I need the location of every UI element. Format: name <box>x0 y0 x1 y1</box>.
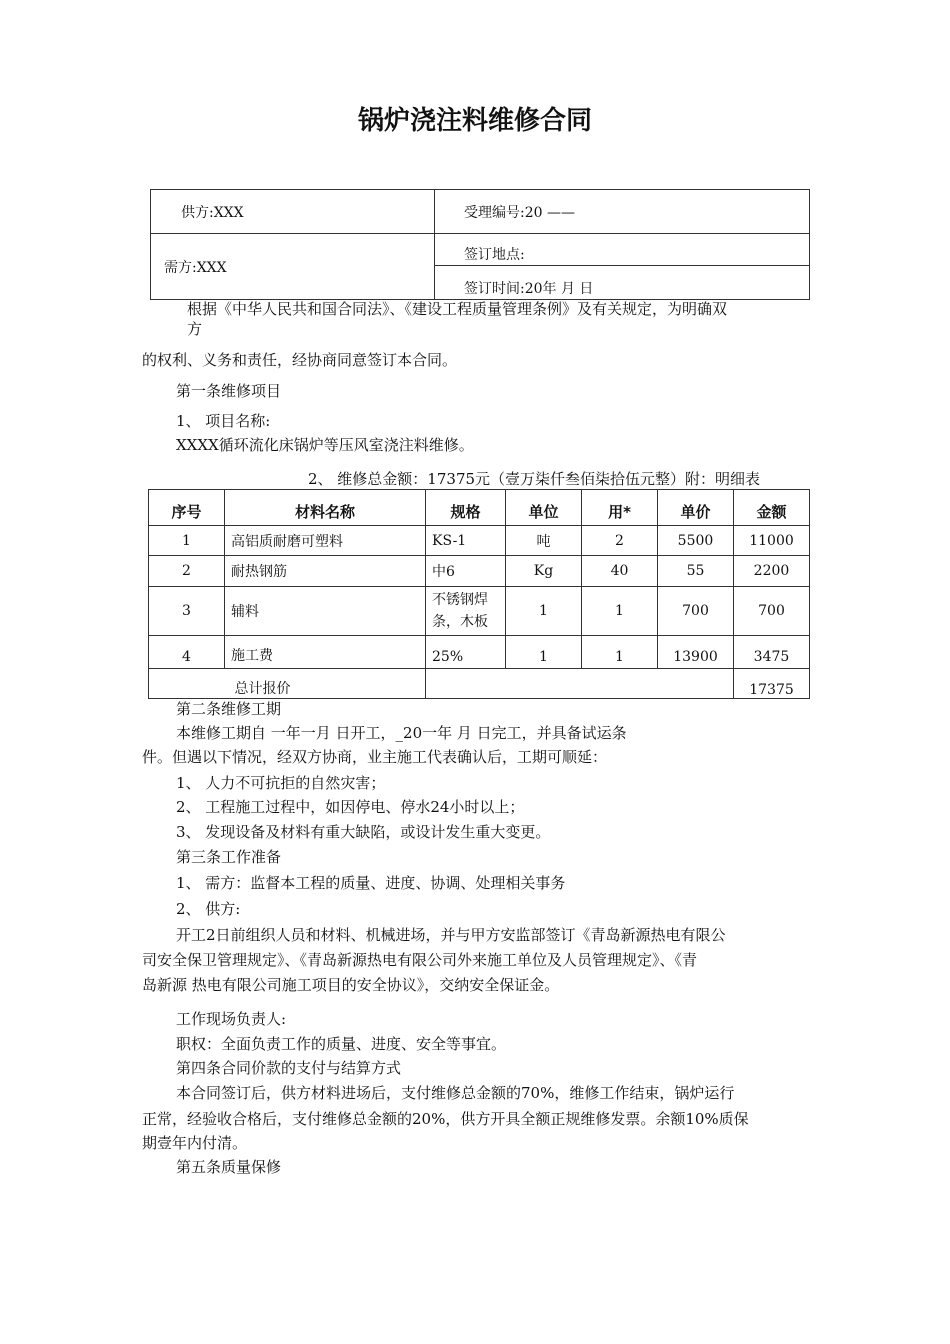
sign-place-field: 签订地点: <box>464 247 525 263</box>
cell-unit: Kg <box>506 556 582 587</box>
cell-amount: 700 <box>734 587 810 636</box>
header-spec: 规格 <box>426 490 506 526</box>
supplier-field: 供方:XXX <box>181 205 244 221</box>
project-name-value: XXXX循环流化床锅炉等压风室浇注料维修。 <box>176 436 474 454</box>
cell-price: 700 <box>658 587 734 636</box>
article-4-line-1: 本合同签订后，供方材料进场后，支付维修总金额的70%，维修工作结束，锅炉运行 <box>176 1084 735 1102</box>
intro-line-1b: 方 <box>187 320 203 338</box>
total-empty <box>426 669 734 699</box>
article-2-line-2: 件。但遇以下情况，经双方协商，业主施工代表确认后，工期可顺延： <box>142 748 608 766</box>
article-1-heading: 第一条维修项目 <box>176 382 282 400</box>
table-header-row <box>149 490 810 526</box>
cell-no: 4 <box>149 636 225 669</box>
site-lead-duty: 职权：全面负责工作的质量、进度、安全等事宜。 <box>176 1035 507 1053</box>
cell-price: 55 <box>658 556 734 587</box>
article-3-item-1: 1、 需方：监督本工程的质量、进度、协调、处理相关事务 <box>176 874 566 892</box>
cell-no: 2 <box>149 556 225 587</box>
cell-amount: 3475 <box>734 636 810 669</box>
article-3-para-line-3: 岛新源 热电有限公司施工项目的安全协议》，交纳安全保证金。 <box>142 976 560 994</box>
accept-number-field: 受理编号:20 —— <box>464 205 575 221</box>
article-3-heading: 第三条工作准备 <box>176 848 282 866</box>
cell-name: 辅料 <box>225 587 426 636</box>
cell-name: 高铝质耐磨可塑料 <box>225 526 426 556</box>
header-unit: 单位 <box>506 490 582 526</box>
contract-title: 锅炉浇注料维修合同 <box>357 106 592 136</box>
article-3-para-line-2: 司安全保卫管理规定》、《青岛新源热电有限公司外来施工单位及人员管理规定》、《青 <box>142 951 698 969</box>
cell-unit: 吨 <box>506 526 582 556</box>
cell-spec: KS-1 <box>426 526 506 556</box>
cell-no: 1 <box>149 526 225 556</box>
header-qty: 用* <box>582 490 658 526</box>
cell-qty: 2 <box>582 526 658 556</box>
cell-no: 3 <box>149 587 225 636</box>
project-name-label: 1、 项目名称: <box>176 412 271 430</box>
cell-spec: 不锈钢焊条，木板 <box>426 587 506 636</box>
buyer-field: 需方:XXX <box>164 260 227 276</box>
intro-line-2: 的权利、义务和责任，经协商同意签订本合同。 <box>142 351 458 369</box>
cell-spec: 25% <box>426 636 506 669</box>
article-3-para-line-1: 开工2日前组织人员和材料、机械进场，并与甲方安监部签订《青岛新源热电有限公 <box>176 926 726 944</box>
article-2-heading: 第二条维修工期 <box>176 700 282 718</box>
header-name: 材料名称 <box>225 490 426 526</box>
table-row <box>149 636 810 669</box>
article-2-line-1: 本维修工期自 一年一月 日开工，_20一年 月 日完工，并具备试运条 <box>176 724 627 742</box>
cell-unit: 1 <box>506 636 582 669</box>
table-row <box>149 526 810 556</box>
article-4-heading: 第四条合同价款的支付与结算方式 <box>176 1059 402 1077</box>
cell-name: 耐热钢筋 <box>225 556 426 587</box>
cell-unit: 1 <box>506 587 582 636</box>
cell-spec: 中6 <box>426 556 506 587</box>
header-no: 序号 <box>149 490 225 526</box>
table-row <box>149 587 810 636</box>
total-row <box>149 669 810 699</box>
cell-amount: 11000 <box>734 526 810 556</box>
site-lead-label: 工作现场负责人: <box>176 1010 287 1028</box>
article-2-item-1: 1、 人力不可抗拒的自然灾害； <box>176 774 386 792</box>
intro-line-1: 根据《中华人民共和国合同法》、《建设工程质量管理条例》及有关规定，为明确双 <box>187 300 728 318</box>
cell-qty: 40 <box>582 556 658 587</box>
sign-time-field: 签订时间:20年 月 日 <box>464 281 594 297</box>
cell-qty: 1 <box>582 587 658 636</box>
article-2-item-2: 2、 工程施工过程中，如因停电、停水24小时以上； <box>176 798 525 816</box>
header-price: 单价 <box>658 490 734 526</box>
total-spacer <box>149 669 225 699</box>
article-4-line-3: 期壹年内付清。 <box>142 1134 248 1152</box>
article-4-line-2: 正常，经验收合格后，支付维修总金额的20%，供方开具全额正规维修发票。余额10%质保 <box>142 1110 749 1128</box>
cell-amount: 2200 <box>734 556 810 587</box>
cell-price: 5500 <box>658 526 734 556</box>
total-label: 总计报价 <box>225 669 426 699</box>
article-5-heading: 第五条质量保修 <box>176 1158 282 1176</box>
cell-name: 施工费 <box>225 636 426 669</box>
table-row <box>149 556 810 587</box>
material-table <box>148 489 810 699</box>
article-3-item-2: 2、 供方: <box>176 900 241 918</box>
total-amount-line: 2、 维修总金额：17375元（壹万柒仟叁佰柒拾伍元整）附：明细表 <box>308 470 761 488</box>
header-amount: 金额 <box>734 490 810 526</box>
contract-info-table <box>150 189 810 300</box>
article-2-item-3: 3、 发现设备及材料有重大缺陷，或设计发生重大变更。 <box>176 823 551 841</box>
cell-qty: 1 <box>582 636 658 669</box>
cell-price: 13900 <box>658 636 734 669</box>
total-value: 17375 <box>734 669 810 699</box>
